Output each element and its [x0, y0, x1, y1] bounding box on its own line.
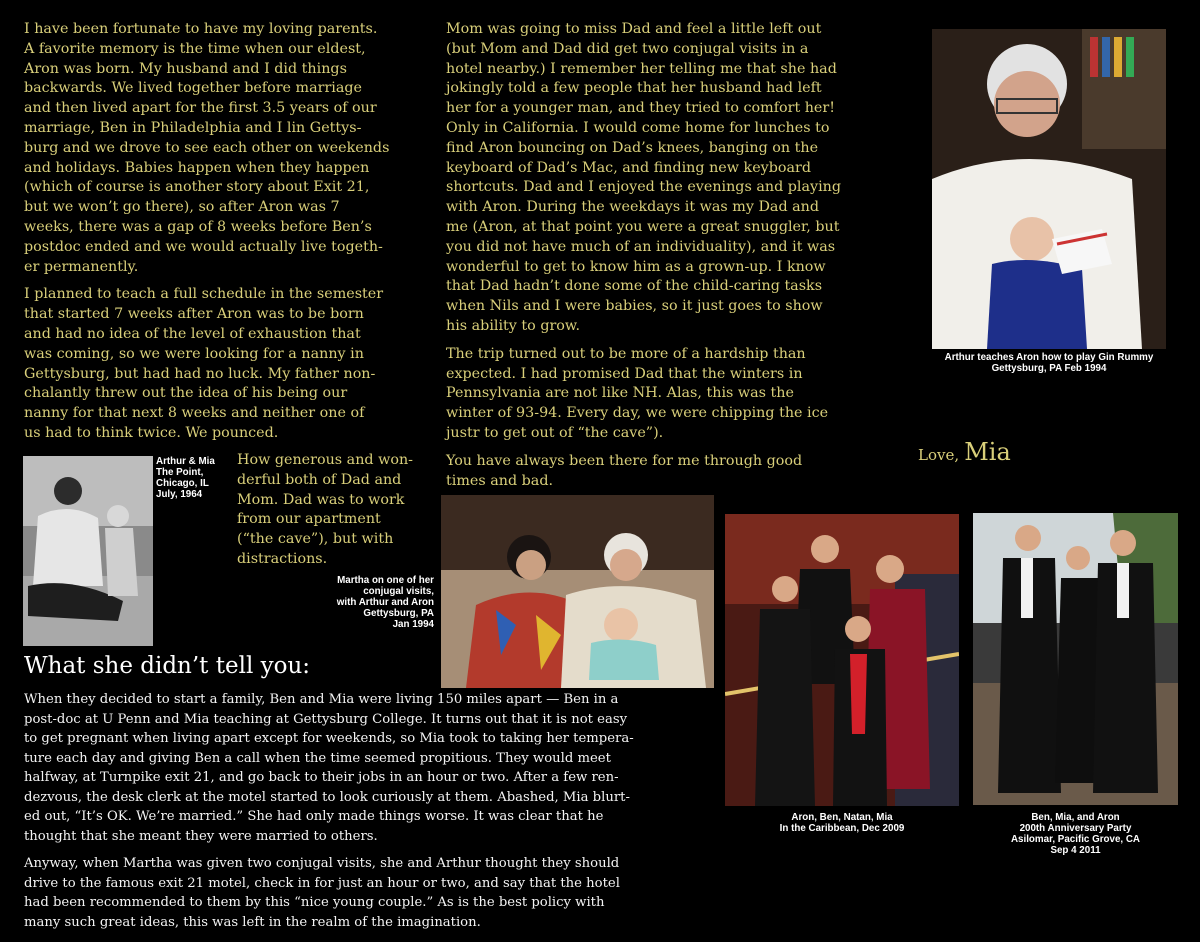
- section-paragraph-1: When they decided to start a family, Ben and Mia were living 150 miles apart — Ben in a post-doc at U Penn and Mia teaching at Gettysburg College. It turns out that it is not easy to get pregnant when living apart except for weekends, so Mia took to taking her tempera- ture each day and giving Ben a call when the time seemed propitious. They would meet halfway, at Turnpike exit 21, and go back to their jobs in an hour or two. After a few ren- dezvous, the desk clerk at the motel started to look curiously at them. Abashed, Mia blurt- ed out, “It’s OK. We’re married.” She had only made things worse. It was clear that he thought that she meant they were married to others.: [24, 692, 634, 844]
- col1-paragraph-1: I have been fortunate to have my loving parents. A favorite memory is the time when our eldest, Aron was born. My husband and I did things backwards. We lived together before marriage and then lived apart for the first 3.5 years of our marriage, Ben in Philadelphia and I lin Gettys- burg and we drove to see each other on weekends and holidays. Babies happen when they happen (which of course is another story about Exit 21, but we won’t go there), so after Aron was 7 weeks, there was a gap of 8 weeks before Ben’s postdoc ended and we would actually live togeth- er permanently.: [24, 21, 390, 275]
- caption-caribbean: Aron, Ben, Natan, Mia In the Caribbean, Dec 2009: [779, 812, 905, 834]
- photo-caribbean: [725, 514, 959, 806]
- column-2-text: [446, 20, 896, 499]
- photo-arthur-mia-1964: [23, 456, 153, 646]
- col1-paragraph-3-box: [237, 451, 437, 578]
- caption-gin-rummy: Arthur teaches Aron how to play Gin Rummy Gettysburg, PA Feb 1994: [944, 352, 1154, 374]
- caption-arthur-mia: Arthur & Mia The Point, Chicago, IL July, 1964: [156, 456, 215, 500]
- col2-paragraph-3: You have always been there for me through good times and bad.: [446, 452, 803, 489]
- col1-paragraph-3: How generous and won- derful both of Dad and Mom. Dad was to work from our apartment (“the cave”), but with distractions.: [237, 452, 413, 567]
- photo-asilomar: [973, 513, 1178, 805]
- col1-paragraph-2: I planned to teach a full schedule in the semester that started 7 weeks after Aron was to be born and had no idea of the level of exhaustion that was coming, so we were looking for a nanny in Gettysburg, but had had no luck. My father non- chalantly threw out the idea of his being our nanny for that next 8 weeks and neither one of us had to think twice. We pounced.: [24, 286, 384, 441]
- caption-asilomar: Ben, Mia, and Aron 200th Anniversary Party Asilomar, Pacific Grove, CA Sep 4 2011: [1010, 812, 1141, 856]
- col2-paragraph-2: The trip turned out to be more of a hardship than expected. I had promised Dad that the winters in Pennsylvania are not like NH. Alas, this was the winter of 93-94. Every day, we were chipping the ice justr to get out of “the cave”).: [446, 345, 829, 441]
- photo-martha-arthur-aron: [441, 495, 714, 688]
- photo-gin-rummy: [932, 29, 1166, 349]
- col2-paragraph-1: Mom was going to miss Dad and feel a little left out (but Mom and Dad did get two conjugal visits in a hotel nearby.) I remember her telling me that she had jokingly told a few people that her husband had left her for a younger man, and they tried to comfort her! Only in California. I would come home for lunches to find Aron bouncing on Dad’s knees, banging on the keyboard of Dad’s Mac, and finding new keyboard shortcuts. Dad and I enjoyed the evenings and playing with Aron. During the weekdays it was my Dad and me (Aron, at that point you were a great snuggler, but you did not have much of an individuality), and it was wonderful to get to know him as a grown-up. I know that Dad hadn’t done some of the child-caring tasks when Nils and I were babies, so it just goes to show his ability to grow.: [446, 21, 842, 334]
- column-1-text: [24, 20, 434, 452]
- signoff-name: Mia: [964, 438, 1011, 466]
- section-text: [24, 690, 724, 940]
- section-heading: What she didn’t tell you:: [24, 653, 311, 679]
- caption-martha: Martha on one of her conjugal visits, with Arthur and Aron Gettysburg, PA Jan 1994: [336, 575, 434, 630]
- signoff: [918, 438, 1011, 466]
- section-paragraph-2: Anyway, when Martha was given two conjugal visits, she and Arthur thought they should drive to the famous exit 21 motel, check in for just an hour or two, and say that the hotel had been recommended to them by this “nice young couple.” As is the best policy with many such great ideas, this was left in the realm of the imagination.: [24, 856, 620, 930]
- signoff-love: Love,: [918, 446, 960, 464]
